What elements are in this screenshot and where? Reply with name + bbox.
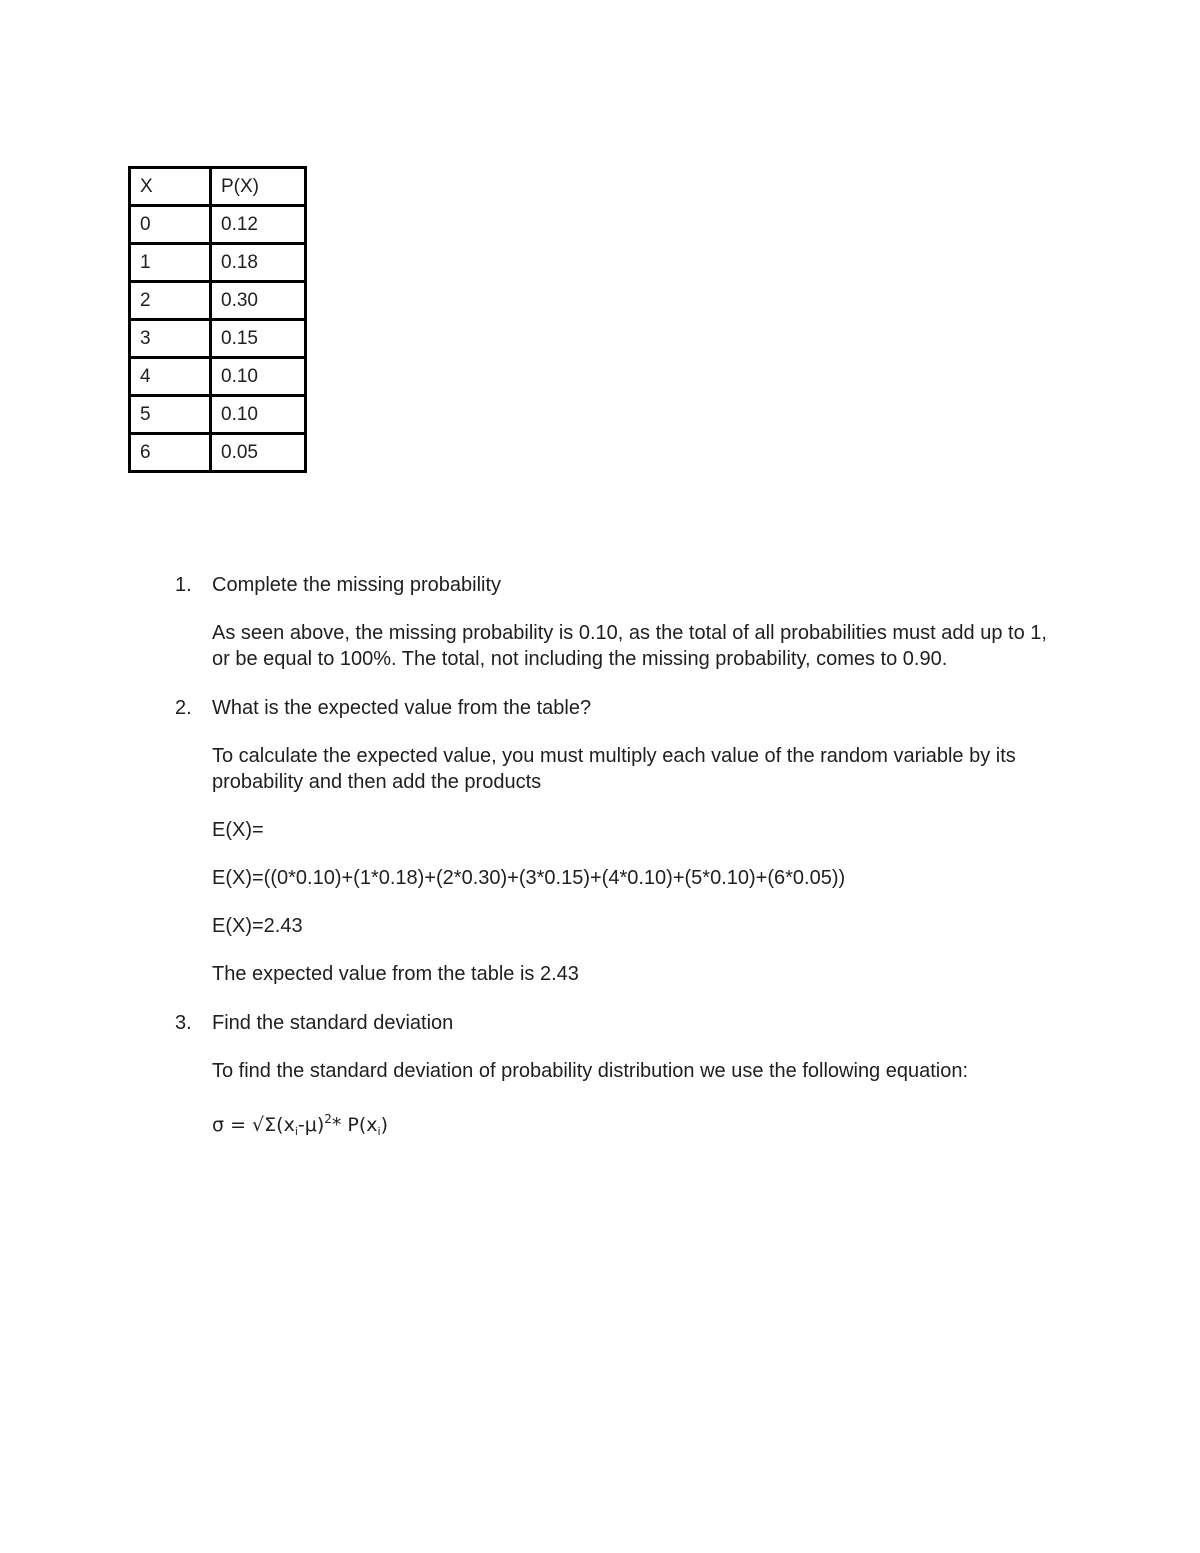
table-row xyxy=(130,244,306,282)
table-cell-px: 0.30 xyxy=(211,282,306,320)
standard-deviation-formula xyxy=(212,1106,1062,1145)
table-cell-px: 0.05 xyxy=(211,434,306,472)
table-row xyxy=(130,206,306,244)
table-cell-x: 1 xyxy=(130,244,211,282)
table-row xyxy=(130,434,306,472)
table-cell-px: 0.10 xyxy=(211,396,306,434)
table-cell-px: 0.18 xyxy=(211,244,306,282)
table-cell-x: 4 xyxy=(130,358,211,396)
question-title: Find the standard deviation xyxy=(212,1012,454,1034)
question-list xyxy=(0,572,1200,1145)
table-row xyxy=(130,320,306,358)
question-number: 2. xyxy=(175,697,192,719)
table-header-px: P(X) xyxy=(211,168,306,206)
formula-lhs: σ = √Σ(x xyxy=(212,1114,295,1136)
question-3 xyxy=(0,1010,1062,1145)
formula-subscript: i xyxy=(294,1125,298,1138)
explanation-text: To calculate the expected value, you must multiply each value of the random variable by its probability and then add the products xyxy=(212,745,1016,793)
table-cell-px: 0.10 xyxy=(211,358,306,396)
table-cell-x: 5 xyxy=(130,396,211,434)
table-row xyxy=(130,282,306,320)
question-2 xyxy=(0,695,1062,987)
expected-value-result: E(X)=2.43 xyxy=(212,915,303,937)
expected-value-step-2: E(X)=((0*0.10)+(1*0.18)+(2*0.30)+(3*0.15)+(4*0.10)+(5*0.10)+(6*0.05)) xyxy=(212,867,846,889)
table-cell-x: 3 xyxy=(130,320,211,358)
question-1 xyxy=(0,572,1062,672)
probability-table xyxy=(128,166,307,473)
formula-rhs: * P(x xyxy=(331,1114,378,1136)
formula-mid: -μ) xyxy=(297,1114,325,1136)
question-number: 1. xyxy=(175,574,192,596)
question-title: Complete the missing probability xyxy=(212,574,502,596)
table-cell-x: 6 xyxy=(130,434,211,472)
table-cell-px: 0.15 xyxy=(211,320,306,358)
table-cell-x: 2 xyxy=(130,282,211,320)
formula-close: ) xyxy=(380,1114,389,1136)
expected-value-conclusion: The expected value from the table is 2.43 xyxy=(212,963,579,985)
table-header-x: X xyxy=(130,168,211,206)
question-number: 3. xyxy=(175,1012,192,1034)
table-cell-x: 0 xyxy=(130,206,211,244)
formula-subscript: i xyxy=(377,1125,381,1138)
formula-superscript: 2 xyxy=(324,1112,332,1126)
explanation-text: To find the standard deviation of probability distribution we use the following equation: xyxy=(212,1060,969,1082)
expected-value-step-1: E(X)= xyxy=(212,819,264,841)
question-title: What is the expected value from the table? xyxy=(212,697,592,719)
table-cell-px: 0.12 xyxy=(211,206,306,244)
table-row xyxy=(130,396,306,434)
table-header-row xyxy=(130,168,306,206)
table-row xyxy=(130,358,306,396)
answer-text: As seen above, the missing probability is 0.10, as the total of all probabilities must add up to 1, or be equal to 100%. The total, not including the missing probability, comes to 0.90. xyxy=(212,622,1047,670)
